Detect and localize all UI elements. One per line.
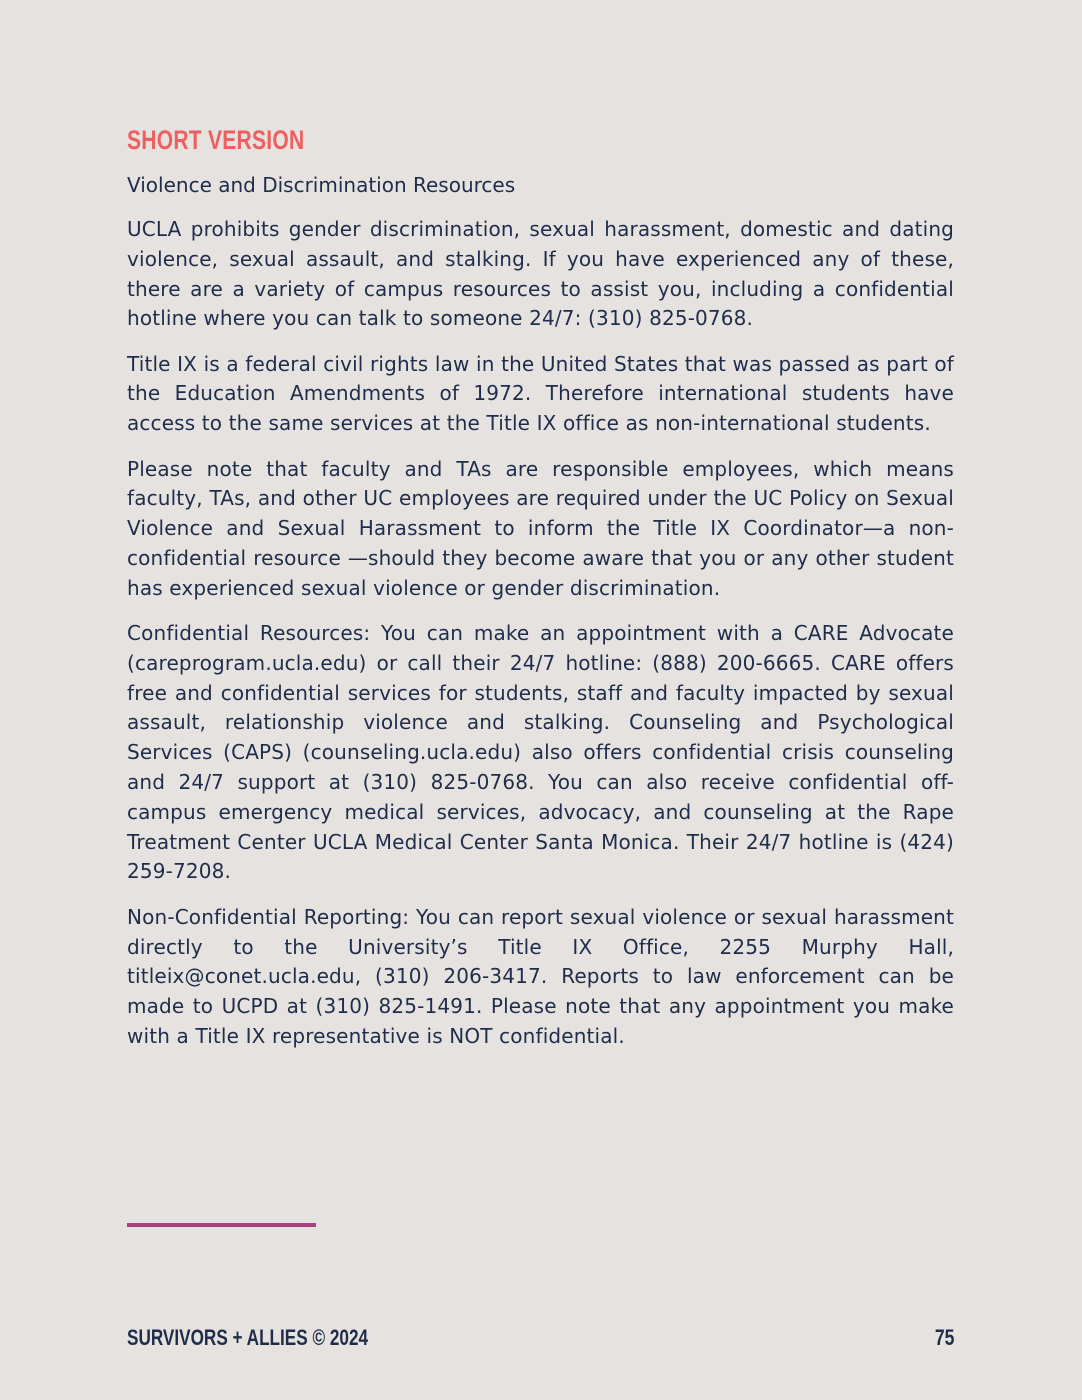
page-content (127, 122, 954, 1067)
section-subtitle: Violence and Discrimination Resources (127, 173, 516, 197)
page-number: 75 (934, 1325, 954, 1350)
paragraph-responsible-employees: Please note that faculty and TAs are responsible employees, which means faculty, TAs, and other UC employees are required under the UC Policy on Sexual Violence and Sexual Harassment to inform the Title IX Coordinator—a non-confidential resource —should they become aware that you or any other student has experienced sexual violence or gender discrimination. (127, 456, 954, 600)
paragraph-confidential-resources: Confidential Resources: You can make an appointment with a CARE Advocate (careprogram.ucla.edu) or call their 24/7 hotline: (888) 200-6665. CARE offers free and confidential services for students, staff and faculty impacted by sexual assault, relationship violence and stalking. Counseling and Psychological Services (CAPS) (counseling.ucla.edu) also offers confidential crisis counseling and 24/7 support at (310) 825-0768. You can also receive confidential off-campus emergency medical services, advocacy, and counseling at the Rape Treatment Center UCLA Medical Center Santa Monica. Their 24/7 hotline is (424) 259-7208. (127, 621, 954, 884)
divider-rule (127, 1223, 316, 1227)
paragraph-non-confidential-reporting: Non-Confidential Reporting: You can report sexual violence or sexual harassment directly to the University’s Title IX Office, 2255 Murphy Hall, titleix@conet.ucla.edu, (310) 206-3417. Reports to law enforcement can be made to UCPD at (310) 825-1491. Please note that any appointment you make with a Title IX representative is NOT confidential. (127, 904, 954, 1048)
paragraph-title-ix: Title IX is a federal civil rights law in the United States that was passed as part of the Education Amendments of 1972. Therefore international students have access to the same services at the Title IX office as non-international students. (127, 351, 954, 436)
footer-credit: SURVIVORS + ALLIES © 2024 (127, 1325, 369, 1350)
paragraph-overview: UCLA prohibits gender discrimination, sexual harassment, domestic and dating violence, sexual assault, and stalking. If you have experienced any of these, there are a variety of campus resources to assist you, including a confidential hotline where you can talk to someone 24/7: (310) 825-0768. (127, 217, 954, 331)
section-title: SHORT VERSION (127, 125, 305, 155)
